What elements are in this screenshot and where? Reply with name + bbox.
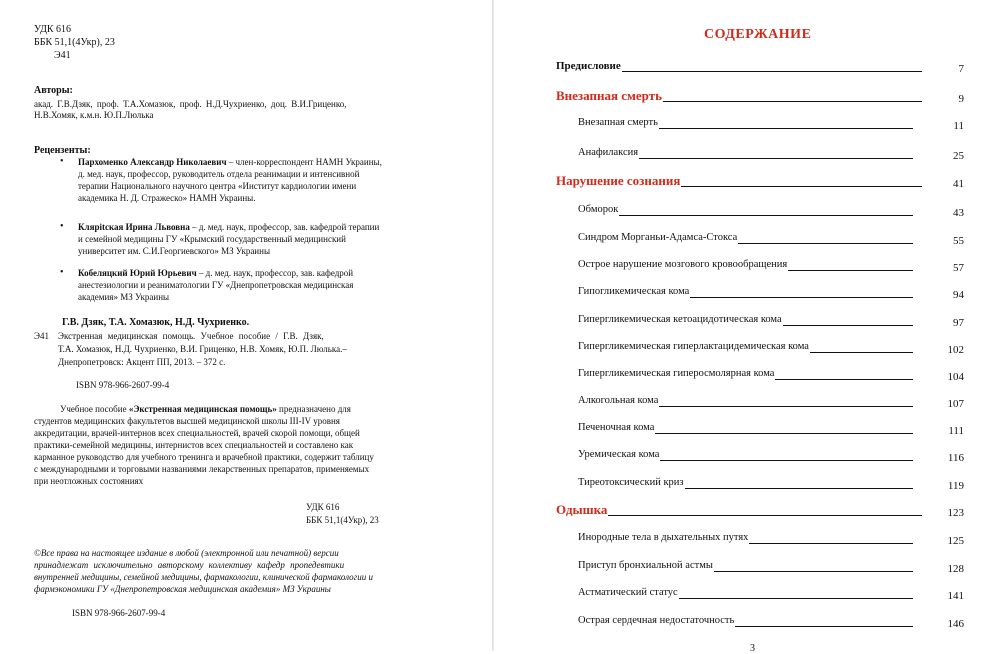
annotation-line: практики-семейной медицины, интернистов всех специальностей и составлено как [34, 440, 354, 450]
copyright-line: ©Все права на настоящее издание в любой (электронной или печатной) версии [34, 548, 339, 558]
reviewer-line: университет им. С.И.Георгиевского» МЗ Украины [78, 246, 270, 256]
toc-leader-line [738, 243, 913, 244]
reviewer-title: – член-корреспондент НАМН Украины, [226, 157, 382, 167]
toc-entry [494, 393, 988, 411]
toc-entry-label: Одышка [556, 502, 608, 517]
copyright-line: внутренней медицины, семейной медицины, фармакологии, клинической фармакологии и [34, 572, 373, 582]
toc-entry-label: Внезапная смерть [556, 88, 662, 103]
right-page [494, 0, 988, 654]
toc-entry-page: 102 [947, 344, 964, 356]
reviewer-line: академика Н. Д. Стражеско» НАМН Украины. [78, 193, 256, 203]
book-index: Э41 [54, 50, 71, 61]
toc-entry-label: Острое нарушение мозгового кровообращения [578, 259, 788, 270]
toc-entry-page: 43 [953, 207, 964, 219]
authors-heading: Авторы: [34, 85, 73, 96]
toc-leader-line [679, 598, 913, 599]
bullet-icon: • [60, 156, 64, 167]
biblio-line: Т.А. Хомазюк, Н.Д. Чухриенко, В.И. Гриценко, Н.В. Хомяк, Ю.П. Люлька.– [58, 344, 347, 354]
toc-entry [494, 312, 988, 330]
toc-leader-line [810, 352, 913, 353]
toc-entry [494, 420, 988, 438]
toc-entry-page: 116 [947, 452, 964, 464]
toc-entry [494, 447, 988, 465]
bbk-code-bottom: ББК 51,1(4Укр), 23 [306, 515, 379, 525]
toc-leader-line [690, 297, 913, 298]
isbn: ISBN 978-966-2607-99-4 [76, 380, 170, 390]
toc-entry [494, 613, 988, 631]
toc-leader-line [622, 71, 922, 72]
toc-leader-line [659, 128, 913, 129]
toc-entry-label: Гипергликемическая кетоацидотическая кома [578, 314, 782, 325]
toc-leader-line [788, 270, 913, 271]
annotation-text: Учебное пособие [60, 404, 129, 414]
toc-leader-line [681, 186, 922, 187]
copyright-line: фармэкономики ГУ «Днепропетровская медицинская академия» МЗ Украины [34, 584, 331, 594]
toc-entry [494, 502, 988, 520]
toc-entry-label: Инородные тела в дыхательных путях [578, 532, 749, 543]
toc-entry-page: 9 [958, 93, 964, 105]
annotation-line: аккредитации, врачей-интернов всех специальностей, врачей скорой помощи, общей [34, 428, 360, 438]
toc-leader-line [619, 215, 913, 216]
reviewer-line [78, 222, 379, 233]
toc-entry-page: 25 [953, 150, 964, 162]
reviewer-line: терапии Национального научного центра «Институт кардиологии имени [78, 181, 357, 191]
toc-entry-page: 119 [947, 480, 964, 492]
annotation-line [60, 404, 351, 415]
toc-entry-label: Астматический статус [578, 587, 678, 598]
reviewer-name: Кобеляцкий Юрий Юрьевич [78, 268, 197, 278]
toc-entry-label: Гипергликемическая гиперосмолярная кома [578, 368, 775, 379]
udk-code-bottom: УДК 616 [306, 502, 340, 512]
toc-entry-page: 41 [953, 178, 964, 190]
toc-entry-label: Внезапная смерть [578, 117, 658, 128]
toc-entry-label: Уремическая кома [578, 449, 660, 460]
toc-entry-label: Гипогликемическая кома [578, 286, 690, 297]
toc-entry-page: 97 [953, 317, 964, 329]
bbk-code: ББК 51,1(4Укр), 23 [34, 37, 115, 48]
bullet-icon: • [60, 267, 64, 278]
toc-leader-line [663, 101, 922, 102]
toc-entry-page: 94 [953, 289, 964, 301]
biblio-code: Э41 [34, 331, 49, 341]
toc-entry [494, 366, 988, 384]
toc-entry-label: Печеночная кома [578, 422, 655, 433]
toc-entry-page: 125 [947, 535, 964, 547]
toc-entry-page: 123 [947, 507, 964, 519]
toc-entry [494, 257, 988, 275]
book-authors: Г.В. Дзяк, Т.А. Хомазюк, Н.Д. Чухриенко. [62, 317, 250, 328]
toc-entry [494, 230, 988, 248]
toc-leader-line [775, 379, 913, 380]
udk-code: УДК 616 [34, 24, 72, 35]
toc-entry [494, 115, 988, 133]
biblio-line: Днепропетровск: Акцент ПП, 2013. – 372 с. [58, 357, 226, 367]
page-number: 3 [750, 643, 755, 654]
toc-leader-line [639, 158, 913, 159]
annotation-line: карманное руководство для учебного тренинга и врачебной практики, содержит таблицу [34, 452, 374, 462]
toc-entry-label: Нарушение сознания [556, 173, 681, 188]
toc-entry [494, 202, 988, 220]
authors-line: акад. Г.В.Дзяк, проф. Т.А.Хомазюк, проф. Н.Д.Чухриенко, доц. В.И.Гриценко, [34, 99, 347, 109]
reviewer-line: академия» МЗ Украины [78, 292, 170, 302]
isbn-bottom: ISBN 978-966-2607-99-4 [72, 608, 166, 618]
toc-leader-line [660, 460, 913, 461]
reviewer-name: Клярitская Ирина Львовна [78, 222, 190, 232]
reviewer-line: д. мед. наук, профессор, руководитель отдела реанимации и интенсивной [78, 169, 360, 179]
reviewer-name: Пархоменко Александр Николаевич [78, 157, 227, 167]
toc-entry-label: Острая сердечная недостаточность [578, 615, 735, 626]
copyright-line: принадлежат исключительно авторскому коллективу кафедр пропедевтики [34, 560, 345, 570]
reviewer-title: – д. мед. наук, профессор, зав. кафедрой [196, 268, 354, 278]
toc-entry-label: Тиреотоксический криз [578, 477, 684, 488]
annotation-line: при неотложных состояниях [34, 476, 144, 486]
reviewer-line: и семейной медицины ГУ «Крымский государственный медицинский [78, 234, 346, 244]
toc-entry [494, 88, 988, 106]
toc-entry-page: 104 [947, 371, 964, 383]
toc-entry-page: 128 [947, 563, 964, 575]
toc-leader-line [655, 433, 913, 434]
reviewer-line [78, 268, 353, 279]
toc-entry-label: Гипергликемическая гиперлактацидемическая кома [578, 341, 809, 352]
toc-entry [494, 173, 988, 191]
left-page [0, 0, 494, 651]
toc-leader-line [749, 543, 913, 544]
toc-entry-page: 111 [948, 425, 964, 437]
toc-entry [494, 585, 988, 603]
annotation-text: предназначено для [276, 404, 351, 414]
toc-entry [494, 558, 988, 576]
toc-entry [494, 145, 988, 163]
toc-leader-line [735, 626, 913, 627]
reviewer-title: – д. мед. наук, профессор, зав. кафедрой терапии [189, 222, 380, 232]
toc-entry-page: 107 [947, 398, 964, 410]
toc-entry-label: Алкогольная кома [578, 395, 659, 406]
toc-entry [494, 339, 988, 357]
reviewer-line [78, 157, 382, 168]
toc-entry [494, 530, 988, 548]
toc-leader-line [685, 488, 913, 489]
book-title: «Экстренная медицинская помощь» [128, 404, 277, 414]
toc-leader-line [714, 571, 913, 572]
reviewers-heading: Рецензенты: [34, 145, 91, 156]
toc-leader-line [608, 515, 922, 516]
toc-entry-label: Приступ бронхиальной астмы [578, 560, 713, 571]
toc-title: СОДЕРЖАНИЕ [704, 27, 812, 42]
toc-leader-line [783, 325, 913, 326]
toc-entry-label: Предисловие [556, 60, 621, 72]
toc-entry-page: 7 [958, 63, 964, 75]
toc-leader-line [659, 406, 913, 407]
toc-entry-page: 55 [953, 235, 964, 247]
annotation-line: с международными и торговыми названиями лекарственных препаратов, применяемых [34, 464, 370, 474]
toc-entry [494, 58, 988, 76]
toc-entry-page: 57 [953, 262, 964, 274]
reviewer-line: анестезиологии и реаниматологии ГУ «Днепропетровская медицинская [78, 280, 354, 290]
toc-entry-page: 146 [947, 618, 964, 630]
bullet-icon: • [60, 221, 64, 232]
toc-entry-page: 141 [947, 590, 964, 602]
toc-entry-label: Анафилаксия [578, 147, 639, 158]
toc-entry-label: Обморок [578, 204, 619, 215]
annotation-line: студентов медицинских факультетов высшей медицинской школы III-IV уровня [34, 416, 340, 426]
toc-entry [494, 475, 988, 493]
authors-line: Н.В.Хомяк, к.м.н. Ю.П.Люлька [34, 110, 154, 120]
toc-entry [494, 284, 988, 302]
biblio-line: Экстренная медицинская помощь. Учебное пособие / Г.В. Дзяк, [58, 331, 324, 341]
toc-entry-page: 11 [953, 120, 964, 132]
toc-entry-label: Синдром Морганьи-Адамса-Стокса [578, 232, 738, 243]
